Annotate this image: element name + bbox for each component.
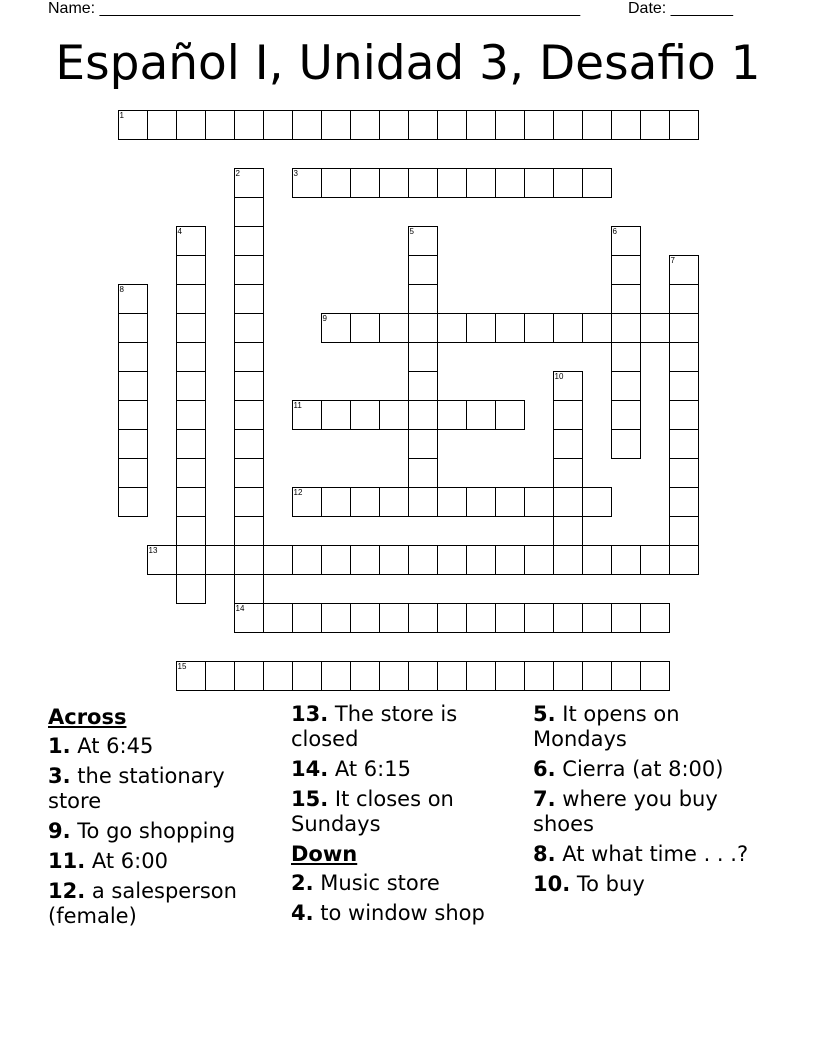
across-heading: Across <box>48 705 127 729</box>
crossword-cell[interactable] <box>553 400 583 430</box>
crossword-cell[interactable] <box>408 226 438 256</box>
crossword-cell[interactable] <box>176 313 206 343</box>
clue-text: At what time . . .? <box>562 842 749 866</box>
crossword-cell[interactable] <box>379 603 409 633</box>
crossword-cell[interactable] <box>234 458 264 488</box>
crossword-cell[interactable] <box>611 429 641 459</box>
crossword-cell[interactable] <box>176 429 206 459</box>
crossword-cell[interactable] <box>292 661 322 691</box>
clue-text: a salesperson (female) <box>48 879 237 928</box>
crossword-cell[interactable] <box>524 110 554 140</box>
clue-number: 2. <box>291 871 314 895</box>
crossword-cell[interactable] <box>234 255 264 285</box>
crossword-cell[interactable] <box>321 661 351 691</box>
crossword-cell[interactable] <box>611 313 641 343</box>
crossword-cell[interactable] <box>408 545 438 575</box>
crossword-cell[interactable] <box>147 110 177 140</box>
crossword-cell[interactable] <box>147 545 177 575</box>
clue-number: 6. <box>533 757 556 781</box>
crossword-cell[interactable] <box>553 110 583 140</box>
crossword-cell[interactable] <box>321 168 351 198</box>
crossword-cell[interactable] <box>669 487 699 517</box>
clue-number-label: 8 <box>119 284 124 294</box>
crossword-cell[interactable] <box>350 400 380 430</box>
crossword-cell[interactable] <box>408 429 438 459</box>
clue-number: 1. <box>48 734 71 758</box>
crossword-cell[interactable] <box>176 458 206 488</box>
crossword-cell[interactable] <box>466 487 496 517</box>
crossword-cell[interactable] <box>553 168 583 198</box>
clue-across-14 <box>291 757 523 782</box>
crossword-cell[interactable] <box>640 545 670 575</box>
crossword-cell[interactable] <box>176 226 206 256</box>
clue-number-label: 11 <box>293 400 302 410</box>
crossword-cell[interactable] <box>466 661 496 691</box>
crossword-cell[interactable] <box>234 603 264 633</box>
crossword-cell[interactable] <box>495 603 525 633</box>
crossword-cell[interactable] <box>524 545 554 575</box>
clue-number: 10. <box>533 872 571 896</box>
crossword-cell[interactable] <box>176 574 206 604</box>
crossword-cell[interactable] <box>379 487 409 517</box>
crossword-cell[interactable] <box>611 255 641 285</box>
crossword-cell[interactable] <box>582 313 612 343</box>
clue-across-1 <box>48 734 280 759</box>
crossword-cell[interactable] <box>408 487 438 517</box>
crossword-cell[interactable] <box>118 284 148 314</box>
crossword-cell[interactable] <box>408 342 438 372</box>
clue-number-label: 5 <box>409 226 414 236</box>
crossword-cell[interactable] <box>553 458 583 488</box>
crossword-cell[interactable] <box>408 110 438 140</box>
crossword-cell[interactable] <box>495 487 525 517</box>
crossword-cell[interactable] <box>176 284 206 314</box>
clue-number: 12. <box>48 879 86 903</box>
crossword-cell[interactable] <box>379 313 409 343</box>
crossword-cell[interactable] <box>176 400 206 430</box>
crossword-cell[interactable] <box>466 545 496 575</box>
crossword-cell[interactable] <box>321 400 351 430</box>
crossword-cell[interactable] <box>379 168 409 198</box>
clue-down-2 <box>291 871 523 896</box>
crossword-cell[interactable] <box>263 603 293 633</box>
crossword-cell[interactable] <box>321 545 351 575</box>
clue-down-5 <box>533 702 765 752</box>
crossword-cell[interactable] <box>437 110 467 140</box>
crossword-cell[interactable] <box>640 603 670 633</box>
crossword-cell[interactable] <box>495 661 525 691</box>
crossword-cell[interactable] <box>118 313 148 343</box>
crossword-cell[interactable] <box>321 110 351 140</box>
crossword-cell[interactable] <box>321 487 351 517</box>
clues-column-2 <box>291 702 523 931</box>
crossword-cell[interactable] <box>524 603 554 633</box>
crossword-cell[interactable] <box>234 110 264 140</box>
crossword-cell[interactable] <box>669 342 699 372</box>
clue-text: to window shop <box>320 901 485 925</box>
crossword-cell[interactable] <box>379 110 409 140</box>
clue-across-9 <box>48 819 280 844</box>
crossword-cell[interactable] <box>640 313 670 343</box>
clue-text: It closes on Sundays <box>291 787 454 836</box>
clue-number-label: 6 <box>612 226 617 236</box>
crossword-cell[interactable] <box>408 458 438 488</box>
clue-down-7 <box>533 787 765 837</box>
crossword-cell[interactable] <box>408 661 438 691</box>
crossword-cell[interactable] <box>350 603 380 633</box>
clue-number-label: 4 <box>177 226 182 236</box>
crossword-cell[interactable] <box>495 545 525 575</box>
crossword-cell[interactable] <box>611 284 641 314</box>
crossword-cell[interactable] <box>234 284 264 314</box>
clue-number-label: 9 <box>322 313 327 323</box>
crossword-cell[interactable] <box>292 110 322 140</box>
clue-down-8 <box>533 842 765 867</box>
clue-number-label: 7 <box>670 255 675 265</box>
crossword-cell[interactable] <box>234 429 264 459</box>
clue-number-label: 10 <box>554 371 564 381</box>
clue-number: 7. <box>533 787 556 811</box>
crossword-cell[interactable] <box>234 313 264 343</box>
crossword-cell[interactable] <box>669 110 699 140</box>
crossword-cell[interactable] <box>234 574 264 604</box>
crossword-cell[interactable] <box>524 661 554 691</box>
crossword-cell[interactable] <box>437 603 467 633</box>
crossword-cell[interactable] <box>611 342 641 372</box>
clue-text: It opens on Mondays <box>533 702 680 751</box>
crossword-cell[interactable] <box>205 661 235 691</box>
crossword-cell[interactable] <box>234 342 264 372</box>
crossword-cell[interactable] <box>234 516 264 546</box>
crossword-cell[interactable] <box>350 545 380 575</box>
clue-down-4 <box>291 901 523 926</box>
clue-number: 11. <box>48 849 86 873</box>
clue-text: Music store <box>320 871 440 895</box>
crossword-cell[interactable] <box>437 400 467 430</box>
crossword-cell[interactable] <box>234 371 264 401</box>
crossword-cell[interactable] <box>669 313 699 343</box>
page-title: Español I, Unidad 3, Desafio 1 <box>55 36 761 91</box>
crossword-cell[interactable] <box>611 371 641 401</box>
clue-number-label: 1 <box>119 110 124 120</box>
crossword-cell[interactable] <box>263 545 293 575</box>
crossword-cell[interactable] <box>495 313 525 343</box>
crossword-cell[interactable] <box>263 110 293 140</box>
crossword-cell[interactable] <box>321 603 351 633</box>
crossword-cell[interactable] <box>350 110 380 140</box>
crossword-cell[interactable] <box>553 371 583 401</box>
crossword-cell[interactable] <box>495 168 525 198</box>
crossword-cell[interactable] <box>640 661 670 691</box>
crossword-cell[interactable] <box>669 371 699 401</box>
crossword-cell[interactable] <box>176 545 206 575</box>
crossword-cell[interactable] <box>553 661 583 691</box>
clue-across-3 <box>48 764 280 814</box>
clue-across-12 <box>48 879 280 929</box>
crossword-cell[interactable] <box>669 458 699 488</box>
clue-number: 14. <box>291 757 329 781</box>
crossword-cell[interactable] <box>495 400 525 430</box>
crossword-cell[interactable] <box>292 487 322 517</box>
crossword-cell[interactable] <box>234 487 264 517</box>
clue-text: To buy <box>576 872 645 896</box>
crossword-cell[interactable] <box>553 603 583 633</box>
crossword-cell[interactable] <box>234 226 264 256</box>
clue-number-label: 15 <box>177 661 187 671</box>
crossword-cell[interactable] <box>292 603 322 633</box>
crossword-cell[interactable] <box>669 400 699 430</box>
crossword-cell[interactable] <box>582 487 612 517</box>
crossword-cell[interactable] <box>669 516 699 546</box>
crossword-cell[interactable] <box>524 313 554 343</box>
crossword-cell[interactable] <box>466 400 496 430</box>
crossword-cell[interactable] <box>408 168 438 198</box>
crossword-cell[interactable] <box>263 661 293 691</box>
clue-text: the stationary store <box>48 764 225 813</box>
clue-text: The store is closed <box>291 702 458 751</box>
clue-text: At 6:15 <box>334 757 411 781</box>
crossword-cell[interactable] <box>437 661 467 691</box>
clue-across-13 <box>291 702 523 752</box>
clues-column-1 <box>48 702 280 934</box>
crossword-cell[interactable] <box>437 168 467 198</box>
crossword-cell[interactable] <box>350 168 380 198</box>
clue-number-label: 13 <box>148 545 158 555</box>
crossword-cell[interactable] <box>408 313 438 343</box>
clue-number: 5. <box>533 702 556 726</box>
crossword-cell[interactable] <box>118 400 148 430</box>
clue-number: 3. <box>48 764 71 788</box>
crossword-cell[interactable] <box>176 255 206 285</box>
crossword-cell[interactable] <box>118 371 148 401</box>
clue-number: 15. <box>291 787 329 811</box>
crossword-cell[interactable] <box>118 342 148 372</box>
clue-number-label: 2 <box>235 168 240 178</box>
crossword-cell[interactable] <box>350 313 380 343</box>
name-field-label: Name: ______________________________________________________ <box>48 0 581 17</box>
crossword-cell[interactable] <box>437 487 467 517</box>
crossword-cell[interactable] <box>205 545 235 575</box>
crossword-cell[interactable] <box>495 110 525 140</box>
clue-number: 9. <box>48 819 71 843</box>
crossword-cell[interactable] <box>582 661 612 691</box>
crossword-cell[interactable] <box>582 603 612 633</box>
crossword-cell[interactable] <box>408 400 438 430</box>
clue-text: At 6:45 <box>77 734 154 758</box>
clue-down-10 <box>533 872 765 897</box>
crossword-cell[interactable] <box>640 110 670 140</box>
clue-number: 4. <box>291 901 314 925</box>
crossword-cell[interactable] <box>582 168 612 198</box>
crossword-cell[interactable] <box>466 110 496 140</box>
clue-number: 13. <box>291 702 329 726</box>
crossword-cell[interactable] <box>466 313 496 343</box>
crossword-cell[interactable] <box>205 110 235 140</box>
crossword-cell[interactable] <box>234 400 264 430</box>
crossword-cell[interactable] <box>611 400 641 430</box>
crossword-cell[interactable] <box>437 313 467 343</box>
crossword-cell[interactable] <box>582 110 612 140</box>
crossword-cell[interactable] <box>234 168 264 198</box>
crossword-cell[interactable] <box>524 168 554 198</box>
crossword-cell[interactable] <box>350 661 380 691</box>
crossword-cell[interactable] <box>292 545 322 575</box>
crossword-cell[interactable] <box>234 545 264 575</box>
crossword-cell[interactable] <box>350 487 380 517</box>
crossword-cell[interactable] <box>408 371 438 401</box>
crossword-cell[interactable] <box>553 516 583 546</box>
crossword-cell[interactable] <box>292 400 322 430</box>
date-field-label: Date: _______ <box>628 0 733 17</box>
crossword-cell[interactable] <box>611 110 641 140</box>
clue-number-label: 14 <box>235 603 245 613</box>
crossword-cell[interactable] <box>553 429 583 459</box>
clue-text: At 6:00 <box>91 849 168 873</box>
crossword-cell[interactable] <box>466 603 496 633</box>
crossword-cell[interactable] <box>611 603 641 633</box>
crossword-cell[interactable] <box>408 284 438 314</box>
crossword-cell[interactable] <box>234 197 264 227</box>
crossword-cell[interactable] <box>669 255 699 285</box>
crossword-cell[interactable] <box>118 429 148 459</box>
crossword-cell[interactable] <box>553 487 583 517</box>
clue-number-label: 12 <box>293 487 303 497</box>
clue-number: 8. <box>533 842 556 866</box>
crossword-cell[interactable] <box>553 313 583 343</box>
clue-text: To go shopping <box>77 819 236 843</box>
crossword-cell[interactable] <box>669 284 699 314</box>
clue-text: Cierra (at 8:00) <box>562 757 724 781</box>
crossword-cell[interactable] <box>118 458 148 488</box>
crossword-cell[interactable] <box>176 371 206 401</box>
crossword-cell[interactable] <box>611 226 641 256</box>
crossword-cell[interactable] <box>176 110 206 140</box>
crossword-cell[interactable] <box>553 545 583 575</box>
crossword-cell[interactable] <box>669 429 699 459</box>
crossword-cell[interactable] <box>408 255 438 285</box>
crossword-cell[interactable] <box>379 400 409 430</box>
crossword-cell[interactable] <box>321 313 351 343</box>
crossword-cell[interactable] <box>524 487 554 517</box>
crossword-cell[interactable] <box>379 661 409 691</box>
crossword-cell[interactable] <box>234 661 264 691</box>
clue-across-15 <box>291 787 523 837</box>
clues-column-3 <box>533 702 765 902</box>
crossword-cell[interactable] <box>118 487 148 517</box>
down-heading: Down <box>291 842 358 866</box>
crossword-cell[interactable] <box>611 661 641 691</box>
crossword-cell[interactable] <box>408 603 438 633</box>
crossword-cell[interactable] <box>176 342 206 372</box>
crossword-cell[interactable] <box>466 168 496 198</box>
crossword-cell[interactable] <box>176 487 206 517</box>
crossword-cell[interactable] <box>292 168 322 198</box>
crossword-cell[interactable] <box>118 110 148 140</box>
clue-across-11 <box>48 849 280 874</box>
crossword-cell[interactable] <box>379 545 409 575</box>
crossword-cell[interactable] <box>176 661 206 691</box>
clue-text: where you buy shoes <box>533 787 718 836</box>
clue-number-label: 3 <box>293 168 298 178</box>
crossword-cell[interactable] <box>437 545 467 575</box>
crossword-cell[interactable] <box>669 545 699 575</box>
crossword-cell[interactable] <box>582 545 612 575</box>
clue-down-6 <box>533 757 765 782</box>
crossword-cell[interactable] <box>611 545 641 575</box>
crossword-cell[interactable] <box>176 516 206 546</box>
